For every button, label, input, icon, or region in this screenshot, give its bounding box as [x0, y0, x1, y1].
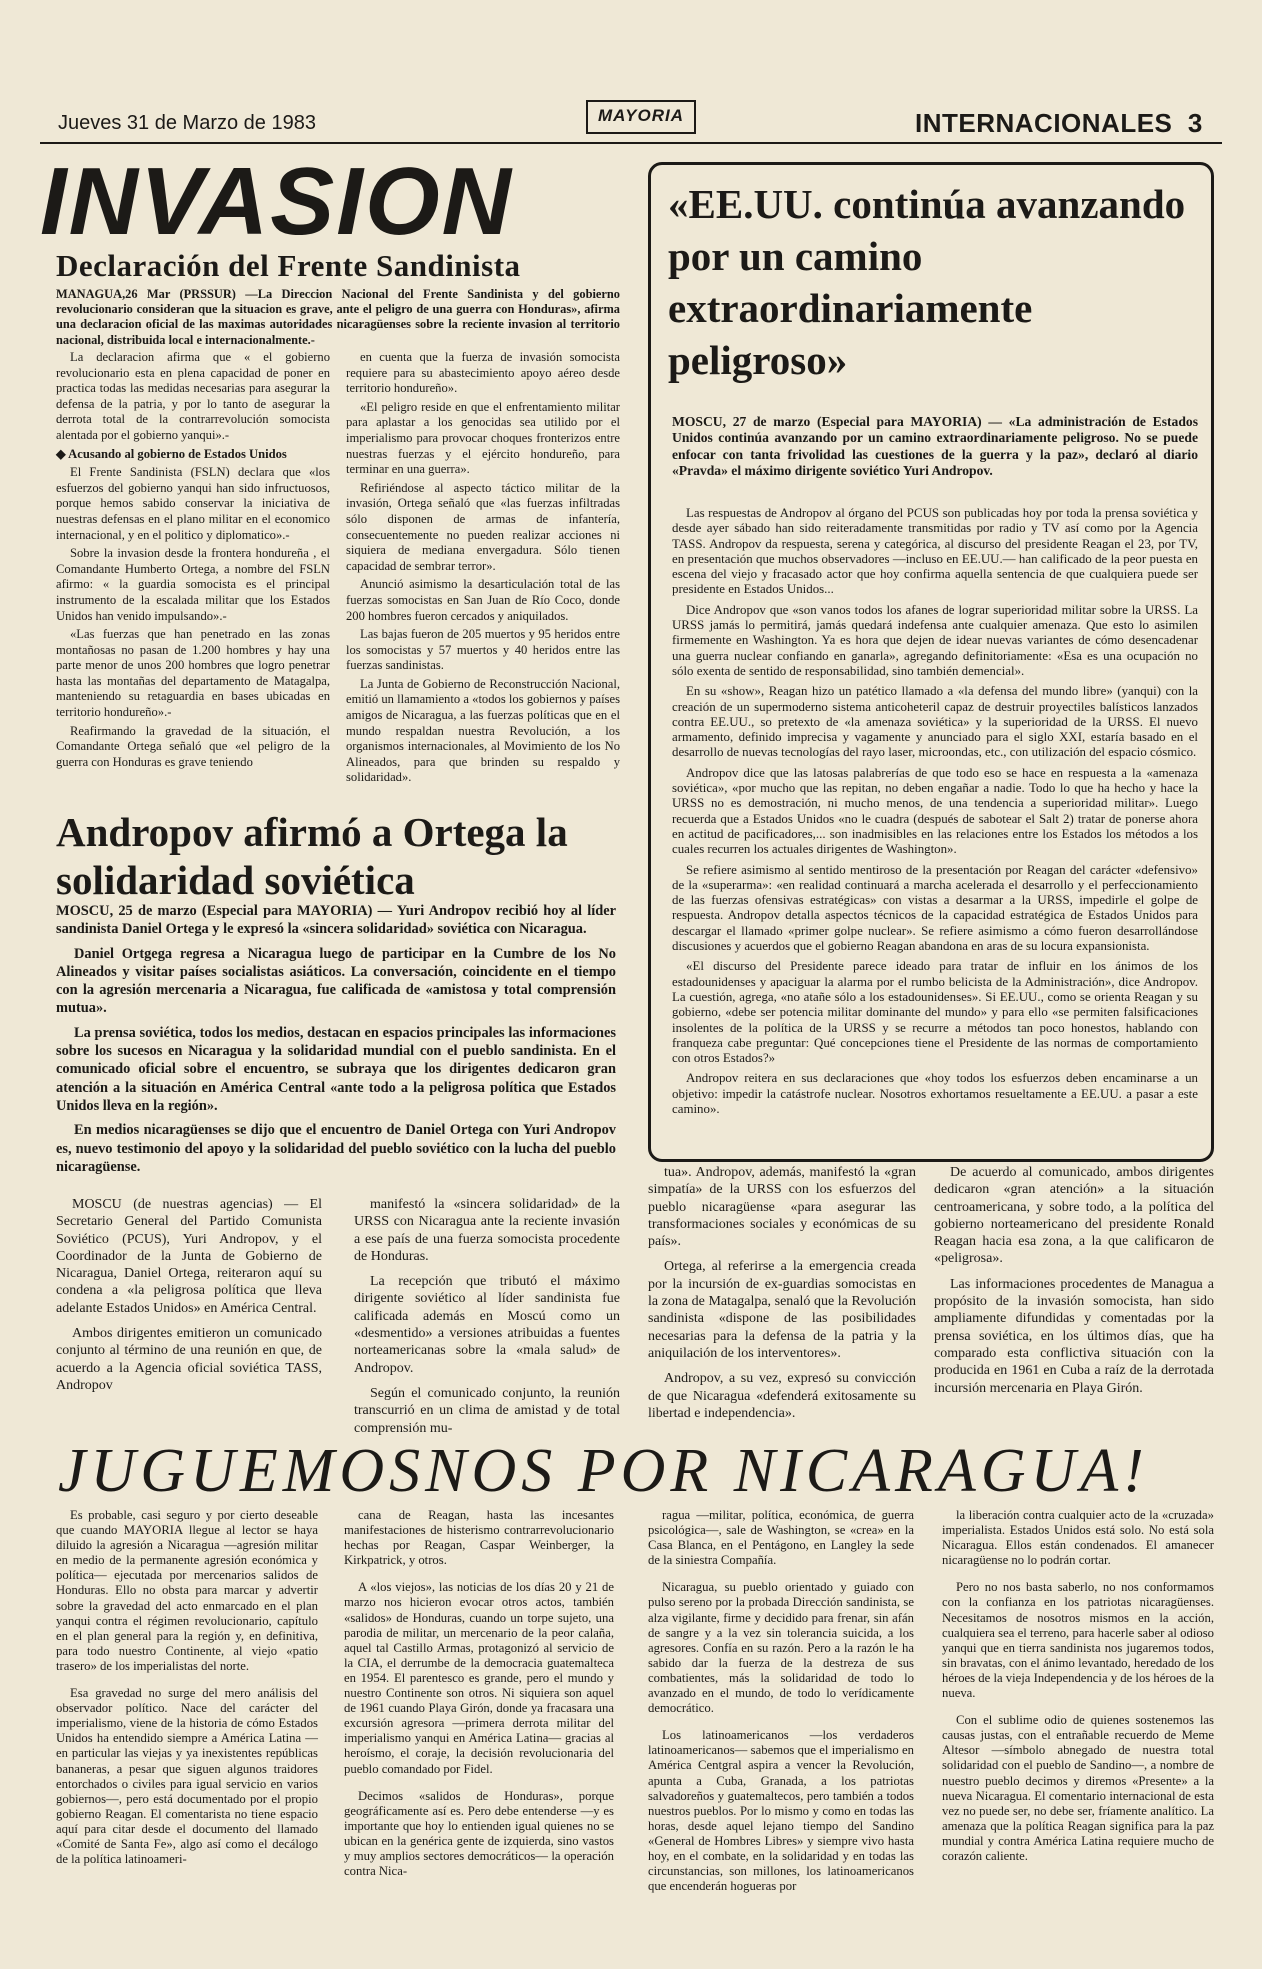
invasion-column-1: [56, 350, 330, 773]
paragraph: «El discurso del Presidente parece ideado para tratar de influir en los ánimos de los estadounidenses y apaciguar la alarma por el rumbo belicista de la Administración», dice Andropov. La cuestión, agrega, «no atañe sólo a los estadounidenses». Si EE.UU., como se orienta Reagan y su gobierno, «debe ser potencia militar dominante del mundo» y para ello «se permiten falsificaciones insolentes de la política de la URSS y se recurre a métodos tan poco honestos, hablando con franqueza cabe preguntar: Qué concepciones tiene el Presidente de las normas de comportamiento con otros Estados?»: [672, 959, 1198, 1066]
invasion-column-2: [346, 350, 620, 789]
paragraph: Según el comunicado conjunto, la reunión transcurrió en un clima de amistad y de total comprensión mu-: [354, 1385, 620, 1436]
paragraph: la liberación contra cualquier acto de la «cruzada» imperialista. Estados Unidos está solo. No está sola Nicaragua. Ellos están condenados. El amanecer nicaragüense no lo podrán cortar.: [942, 1508, 1214, 1568]
paragraph: A «los viejos», las noticias de los días 20 y 21 de marzo nos hicieron evocar otros actos, también «salidos» de Honduras, cuando un torpe sujeto, una parodia de militar, un mercenario de la peor calaña, aquel tal Castillo Armas, protagonizó al servicio de la CIA, el derrumbe de la democracia guatemalteca en 1954. El parentesco es grande, pero el mundo y nuestro Continente son otros. Ni siquiera son aquel de 1961 cuando Playa Girón, donde ya fracasara una excursión agresora —primera derrota militar del imperialismo yanqui en América Latina— gracias al heroísmo, el coraje, la decisión revolucionaria del pueblo comandado por Fidel.: [344, 1580, 614, 1776]
juguemosnos-headline: JUGUEMOSNOS POR NICARAGUA!: [58, 1437, 1149, 1505]
paragraph: La Junta de Gobierno de Reconstrucción Nacional, emitió un llamamiento a «todos los gobiernos y países amigos de Nicaragua, a las fuerzas políticas que en el mundo respaldan nuestra Revolución, a los organismos internacionales, al Movimiento de los No Alineados, para que brinden su respaldo y solidaridad».: [346, 676, 620, 785]
paragraph: En medios nicaragüenses se dijo que el encuentro de Daniel Ortega con Yuri Andropov es, nuevo testimonio del apoyo y la solidaridad del pueblo soviético con la lucha del pueblo nicaragüense.: [56, 1122, 616, 1175]
andropov-lead: [56, 902, 616, 1182]
paragraph: Las respuestas de Andropov al órgano del PCUS son publicadas hoy por toda la prensa soviética y desde ayer sábado han sido reiteradamente transmitidas por radio y TV así como por la Agencia TASS. Andropov da respuesta, serena y categórica, al discurso del presidente Reagan el 23, por TV, en presentación que muchos observadores —incluso en EE.UU.— han calificado de la peor puesta en escena del viejo y fracasado actor que hoy confirma aquella sentencia de que cualquiera puede ser presidente en Estados Unidos...: [672, 506, 1198, 597]
page-number: 3: [1187, 108, 1203, 138]
juguemosnos-column-1: [56, 1508, 318, 1879]
boxed-article-lead: MOSCU, 27 de marzo (Especial para MAYORIA) — «La administración de Estados Unidos continúa avanzando por un camino extraordinariamente peligroso. No se puede enfocar con tanta frivolidad las cuestiones de la guerra y la paz», declaró al diario «Pravda» el máximo dirigente soviético Yuri Andropov.: [672, 414, 1198, 479]
paragraph: Reafirmando la gravedad de la situación, el Comandante Ortega señaló que «el peligro de la guerra con Honduras es grave teniendo: [56, 723, 330, 769]
invasion-lead: MANAGUA,26 Mar (PRSSUR) —La Direccion Nacional del Frente Sandinista y del gobierno revolucionario consideran que la situacion es grave, ante el peligro de una guerra con Honduras», afirma una declaracion oficial de las maximas autoridades nicaragüenses sobre la reciente invasion al territorio nacional, distribuida local e internacionalmente.-: [56, 287, 620, 347]
issue-date: Jueves 31 de Marzo de 1983: [58, 112, 316, 134]
paragraph: Daniel Ortgega regresa a Nicaragua luego de participar en la Cumbre de los No Alineados y visitar países socialistas asiáticos. La conversación, coincidente en el tiempo con la agresión mercenaria a Nicaragua, fue calificada de «amistosa y total comprensión mutua».: [56, 945, 616, 1017]
paragraph: cana de Reagan, hasta las incesantes manifestaciones de histerismo contrarrevolucionario hechas por Reagan, Caspar Weinberger, la Kirkpatrick, y otros.: [344, 1508, 614, 1568]
paragraph: Nicaragua, su pueblo orientado y guiado con pulso sereno por la probada Dirección sandinista, se alza vigilante, firme y decidido para frenar, sin afán de sangre y a la vez sin tolerancia suicida, a los agresores. Confía en su razón. Pero a la razón le ha sabido dar la fuerza de la destreza de sus combatientes, más la solidaridad de todo lo avanzado en el mundo, de todo lo verídicamente democrático.: [648, 1580, 914, 1716]
paragraph: en cuenta que la fuerza de invasión somocista requiere para su abastecimiento apoyo aéreo desde territorio hondureño».: [346, 350, 620, 396]
subhead-text: Acusando al gobierno de Estados Unidos: [68, 446, 287, 461]
paragraph: Es probable, casi seguro y por cierto deseable que cuando MAYORIA llegue al lector se haya diluido la agresión a Nicaragua —agresión militar en medio de la permanente agresión económica y política— ejecutada por mercenarios salidos de Honduras. Ello no obsta para marcar y advertir sobre la gravedad del acto enmarcado en el plan yanqui contra el régimen revolucionario, capítulo en el plan general para la región y, en definitiva, para todo nuestro Continente, al viejo «patio trasero» de los imperialistas del norte.: [56, 1508, 318, 1673]
paragraph: Se refiere asimismo al sentido mentiroso de la presentación por Reagan del carácter «defensivo» de la «superarma»: «en realidad continuará a marcha acelerada el desarrollo y el perfeccionamiento de las fuerzas ofensivas estratégicas» con vistas a desarmar a la URSS, impedirle el golpe de respuesta. Andropov detalla aspectos técnicos de la capacidad estratégica de Estados Unidos para descargar el llamado «primer golpe nuclear». Se refiere asimismo a cómo fueron desarrollándose discusiones y acuerdos que el gobierno Reagan abandona en aras de su locura expansionista.: [672, 862, 1198, 954]
paragraph: La recepción que tributó el máximo dirigente soviético al líder sandinista fue calificada además en Moscú como un «desmentido» a versiones atribuidas a fuentes norteamericanas sobre la «mala salud» de Andropov.: [354, 1274, 620, 1376]
paragraph: Decimos «salidos de Honduras», porque geográficamente así es. Pero debe entenderse —y es importante que hoy lo entienden igual quienes no se ubican en la genérica gente de izquierda, sino vastos y muy amplios sectores democráticos— la operación contra Nica-: [344, 1788, 614, 1879]
paragraph: «El peligro reside en que el enfrentamiento militar para aplastar a los genocidas sea utilido por el imperialismo para provocar choques fronterizos entre nuestras fuerzas y el ejército hondureño, para terminar en una guerra».: [346, 399, 620, 477]
paragraph: ragua —militar, política, económica, de guerra psicológica—, sale de Washington, se «crea» en la Casa Blanca, en el Pentágono, en Langley la sede de la siniestra Compañía.: [648, 1508, 914, 1568]
paragraph: La prensa soviética, todos los medios, destacan en espacios principales las informaciones sobre los sucesos en Nicaragua y la solidaridad mundial con el pueblo sandinista. En el comunicado oficial sobre el encuentro, se subraya que los dirigentes dedicaron gran atención a la situación en América Central «ante todo a la peligrosa política que Estados Unidos lleva en la región».: [56, 1024, 616, 1114]
boxed-article-headline: «EE.UU. continúa avanzando por un camino extraordinariamente peligroso»: [668, 181, 1186, 383]
invasion-headline: INVASION: [40, 148, 513, 255]
paragraph: La declaracion afirma que « el gobierno revolucionario esta en plena capacidad de poner en practica todas las medidas necesarias para asegurar la defensa de la patria, y por lo tanto de asegurar la derrota total de la contrarrevolución somocista alentada por el gobierno yanqui».-: [56, 350, 330, 442]
paragraph: Las bajas fueron de 205 muertos y 95 heridos entre los somocistas y 57 muertos y 40 heridos entre las fuerzas sandinistas.: [346, 627, 620, 673]
paragraph: MOSCU, 25 de marzo (Especial para MAYORIA) — Yuri Andropov recibió hoy al líder sandinista Daniel Ortega y le expresó la «sincera solidaridad» soviética con Nicaragua.: [56, 903, 616, 938]
paragraph: De acuerdo al comunicado, ambos dirigentes dedicaron «gran atención» a la situación centroamericana, y sobre todo, a la política del gobierno norteamericano del presidente Ronald Reagan hacia esa zona, a la que calificaron de «peligrosa».: [934, 1165, 1214, 1267]
invasion-subheadline: Declaración del Frente Sandinista: [56, 248, 521, 283]
paragraph: Pero no nos basta saberlo, no nos conformamos con la confianza en los patriotas nicaragüenses. Necesitamos de nosotros mismos en la acción, cualquiera sea el terreno, para hacerle saber al odioso yanqui que en tierra sandinista nos jugaremos todos, sin bravatas, con el ánimo levantado, heredado de los héroes de la vieja Independencia y de los héroes de la nueva.: [942, 1580, 1214, 1701]
paragraph: Con el sublime odio de quienes sostenemos las causas justas, con el entrañable recuerdo de Meme Altesor —símbolo abnegado de nuestra total solidaridad con el pueblo de Sandino—, a nombre de nuestro pueblo decimos y diremos «Presente» a la nueva Nicaragua. El comentario internacional de esta vez no puede ser, no debe ser, fríamente analítico. La amenaza que la política Reagan significa para la paz mundial y contra América Latina requiere mucho de corazón caliente.: [942, 1713, 1214, 1863]
paragraph-subhead: ◆ Acusando al gobierno de Estados Unidos: [56, 446, 287, 461]
paragraph: Las informaciones procedentes de Managua a propósito de la invasión somocista, han sido ampliamente difundidas y comentadas por la prensa soviética, en los últimos días, que ha comparado esta conflictiva situación con la producida en 1961 en Cuba a raíz de la derrotada incursión mercenaria en Playa Girón.: [934, 1276, 1214, 1396]
paragraph: Dice Andropov que «son vanos todos los afanes de lograr superioridad militar sobre la URSS. La URSS jamás lo permitirá, jamás quedará indefensa ante cualquier amenaza. Que esto lo asimilen firmemente en Washington. Ya es hora que dejen de idear nuevas variantes de cómo desencadenar una guerra nuclear confiando en ganarla», agregando definitoriamente: «Esa es una ocupación no sólo exenta de sentido de responsabilidad, sino también demencial».: [672, 602, 1198, 678]
section-header: [915, 108, 1203, 139]
paragraph: Ortega, al referirse a la emergencia creada por la incursión de ex-guardias somocistas en la zona de Matagalpa, senaló que la Revolución sandinista «dispone de las posibilidades necesarias para la defensa de la patria y la aniquilación de los interventores».: [648, 1259, 916, 1361]
juguemosnos-column-3: [648, 1508, 914, 1906]
paragraph: Los latinoamericanos —los verdaderos latinoamericanos— sabemos que el imperialismo en América Centgral aspira a vencer la Revolución, apunta a Cuba, Granada, a los patriotas salvadoreños y guatemaltecos, pero también a todos nuestros pueblos. Por lo mismo y como en todas las horas, desde aquel lejano tiempo del Sandino «General de Hombres Libres» y siempre vivo hasta hoy, en el combate, en la solidaridad y en todas las circunstancias, son millones, los latinoamericanos que encenderán hogueras por: [648, 1728, 914, 1894]
andropov-column-2: [354, 1196, 620, 1445]
paragraph: Andropov reitera en sus declaraciones que «hoy todos los esfuerzos deben encaminarse a un objetivo: impedir la catástrofe nuclear. Nosotros exhortamos resueltamente a EE.UU. a pasar a este camino».: [672, 1071, 1198, 1116]
boxed-article-body: [672, 506, 1198, 1122]
paragraph: Refiriéndose al aspecto táctico militar de la invasión, Ortega señaló que «las fuerzas infiltradas sólo disponen de armas de infantería, consecuentemente no pueden realizar acciones ni siquiera de mediana envergadura. Sólo tienen capacidad de sembrar terror».: [346, 480, 620, 573]
paragraph: Esa gravedad no surge del mero análisis del observador político. Nace del carácter del imperialismo, viene de la historia de cómo Estados Unidos ha entendido siempre a América Latina —en particular las viejas y ya inexistentes repúblicas bananeras, a pesar que siguen algunos traidores entorchados o civiles para igual servicio en varios gobiernos—, pero está documentado por el propio gobierno Reagan. El comentarista no tiene espacio aquí para citar desde el documento del llamado «Comité de Santa Fe», algo así como el decálogo de la política latinoameri-: [56, 1686, 318, 1867]
paragraph: En su «show», Reagan hizo un patético llamado a «la defensa del mundo libre» (yanqui) con la creación de un supermoderno sistema anticoheteril capaz de destruir proyectiles balísticos lanzados contra EE.UU., so pretexto de «la amenaza soviética» y la superioridad de la URSS. El nuevo armamento, definido imprecisa y vagamente y anunciado para el siglo XXI, estaría basado en el desarrollo de nuevas tecnologías del rayo laser, microondas, etc., con utilización del espacio cósmico.: [672, 684, 1198, 760]
paragraph: MOSCU (de nuestras agencias) — El Secretario General del Partido Comunista Soviético (PCUS), Yuri Andropov, y el Coordinador de la Junta de Gobierno de Nicaragua, Daniel Ortega, reiteraron aquí su condena a «la peligrosa política que lleva adelante Estados Unidos» en América Central.: [56, 1197, 322, 1316]
paragraph: «Las fuerzas que han penetrado en las zonas montañosas no pasan de 1.200 hombres y hay una parte menor de unos 200 hombres que logro penetrar hasta las montañas del departamento de Matagalpa, manteniendo su retaguardia en bases ubicadas en territorio hondureño».-: [56, 627, 330, 720]
paragraph: Sobre la invasion desde la frontera hondureña , el Comandante Humberto Ortega, a nombre del FSLN afirmo: « la guardia somocista es el principal instrumento de la escalada militar que los Estados Unidos han venido impulsando».-: [56, 546, 330, 623]
andropov-headline: Andropov afirmó a Ortega la solidaridad soviética: [56, 809, 568, 903]
juguemosnos-column-2: [344, 1508, 614, 1891]
paragraph: Andropov dice que las latosas palabrerías de que todo eso se hace en respuesta a la «amenaza soviética», «por mucho que las repitan, no deben engañar a nadie. Todo lo que ha hecho y hace la URSS no es demostración, ni mucho menos, de una tendencia a superioridad militar». Luego recuerda que a Estados Unidos «no le cuadra (después de sabotear el Salt 2) tratar de ponerse ahora en actitud de pacificadores,... son inadmisibles en las relaciones entre los Estados los métodos a los cuales recurren los actuales dirigentes de Washington».: [672, 765, 1198, 857]
andropov-column-3: [648, 1164, 916, 1430]
paragraph: Ambos dirigentes emitieron un comunicado conjunto al término de una reunión en que, de acuerdo a la Agencia oficial soviética TASS, Andropov: [56, 1326, 322, 1393]
paragraph: Andropov, a su vez, expresó su convicción de que Nicaragua «defenderá exitosamente su libertad e independencia».: [648, 1371, 916, 1421]
paragraph: Anunció asimismo la desarticulación total de las fuerzas somocistas en San Juan de Río Coco, donde 200 hombres fueron cercados y aniquilados.: [346, 577, 620, 623]
juguemosnos-column-4: [942, 1508, 1214, 1876]
paragraph: El Frente Sandinista (FSLN) declara que «los esfuerzos del gobierno yanqui han sido infructuosos, porque hemos sabido conservar la iniciativa de nuestras defensas en el plano militar en el economico internacional, y en el politico y diplomatico».-: [56, 465, 330, 542]
paragraph: tua». Andropov, además, manifestó la «gran simpatía» de la URSS con los esfuerzos del pueblo nicaragüense «para asegurar las transformaciones sociales y económicas de su país».: [648, 1165, 916, 1250]
paragraph: manifestó la «sincera solidaridad» de la URSS con Nicaragua ante la reciente invasión a ese país de una fuerza somocista procedente de Honduras.: [354, 1197, 620, 1264]
section-name: INTERNACIONALES: [915, 108, 1173, 138]
andropov-column-1: [56, 1196, 322, 1402]
masthead-logo: MAYORIA: [586, 100, 696, 134]
andropov-column-4: [934, 1164, 1214, 1405]
header-rule: [40, 142, 1222, 144]
